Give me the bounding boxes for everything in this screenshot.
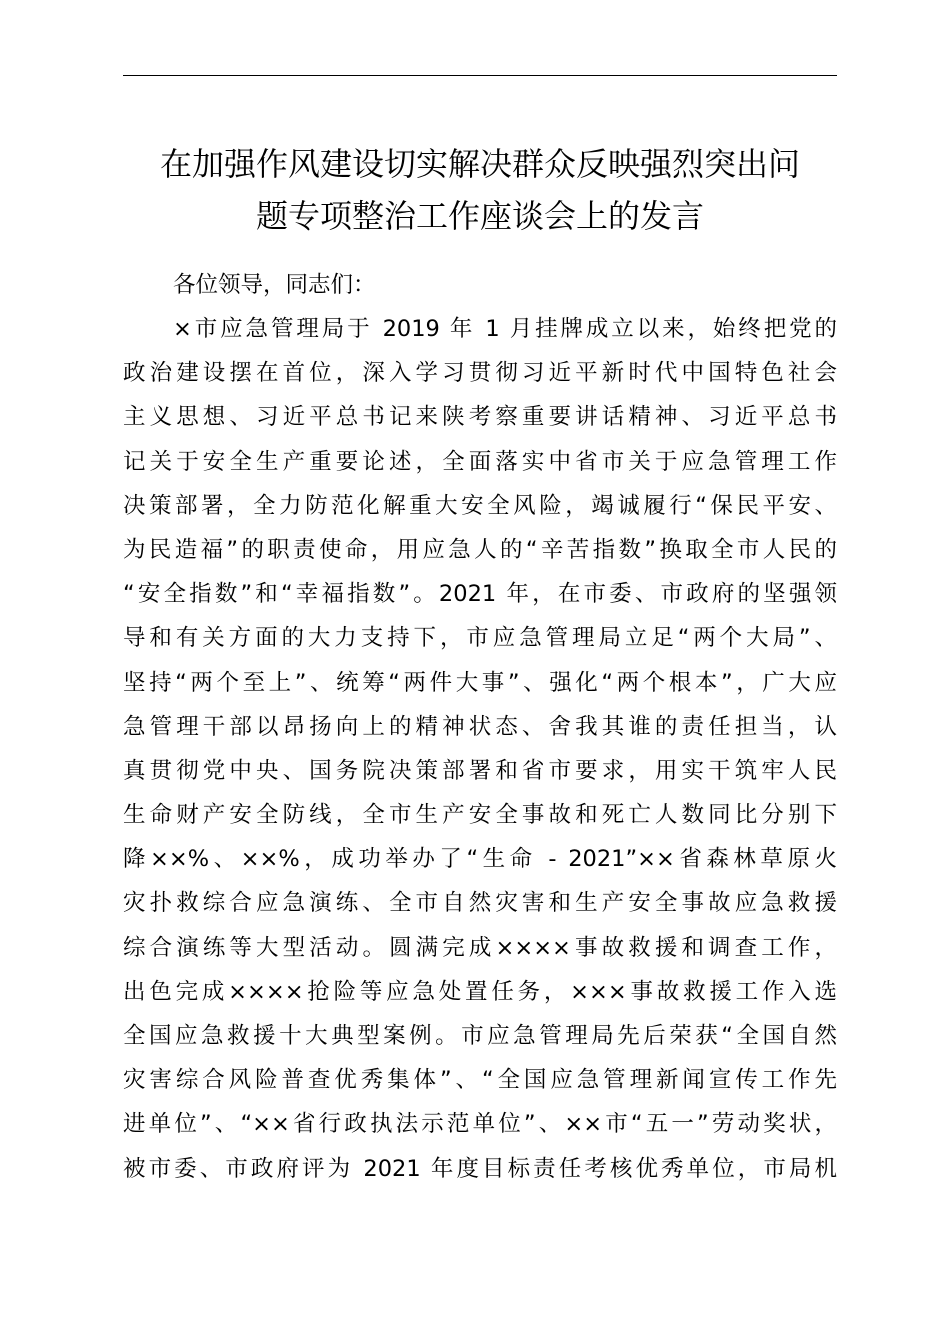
- paragraph-line: 灾害综合风险普查优秀集体”、“全国应急管理新闻宣传工作先: [123, 1067, 837, 1094]
- paragraph-line: 政治建设摆在首位，深入学习贯彻习近平新时代中国特色社会: [123, 360, 837, 387]
- paragraph-line: 进单位”、“××省行政执法示范单位”、××市“五一”劳动奖状，: [123, 1111, 837, 1138]
- paragraph-line: ×市应急管理局于 2019 年 1 月挂牌成立以来，始终把党的: [173, 316, 837, 342]
- paragraph-line: 降××%、××%，成功举办了“生命 - 2021”××省森林草原火: [123, 846, 837, 873]
- title-line-2: 题专项整治工作座谈会上的发言: [255, 197, 704, 235]
- paragraph-line: 坚持“两个至上”、统筹“两件大事”、强化“两个根本”，广大应: [123, 669, 837, 696]
- paragraph-line: 急管理干部以昂扬向上的精神状态、舍我其谁的责任担当，认: [123, 713, 837, 740]
- paragraph-line: 导和有关方面的大力支持下，市应急管理局立足“两个大局”、: [123, 625, 837, 652]
- paragraph-line: 综合演练等大型活动。圆满完成××××事故救援和调查工作，: [123, 934, 837, 961]
- paragraph-line: 为民造福”的职责使命，用应急人的“辛苦指数”换取全市人民的: [123, 536, 837, 563]
- paragraph-line: 主义思想、习近平总书记来陕考察重要讲话精神、习近平总书: [123, 404, 837, 431]
- paragraph-line: 被市委、市政府评为 2021 年度目标责任考核优秀单位，市局机: [123, 1155, 837, 1182]
- paragraph-line: “安全指数”和“幸福指数”。2021 年，在市委、市政府的坚强领: [123, 581, 837, 608]
- salutation: 各位领导，同志们：: [173, 272, 376, 298]
- paragraph-line: 决策部署，全力防范化解重大安全风险，竭诚履行“保民平安、: [123, 492, 837, 519]
- header-rule: [123, 75, 837, 76]
- paragraph-line: 真贯彻党中央、国务院决策部署和省市要求，用实干筑牢人民: [123, 757, 837, 784]
- paragraph-line: 灾扑救综合应急演练、全市自然灾害和生产安全事故应急救援: [123, 890, 837, 917]
- paragraph-line: 记关于安全生产重要论述，全面落实中省市关于应急管理工作: [123, 448, 837, 475]
- paragraph-line: 全国应急救援十大典型案例。市应急管理局先后荣获“全国自然: [123, 1023, 837, 1049]
- document-title: [123, 138, 837, 242]
- body-paragraph: [123, 307, 837, 1191]
- paragraph-line: 生命财产安全防线，全市生产安全事故和死亡人数同比分别下: [123, 802, 837, 829]
- paragraph-line: 出色完成××××抢险等应急处置任务，×××事故救援工作入选: [123, 978, 837, 1005]
- title-line-1: 在加强作风建设切实解决群众反映强烈突出问: [159, 145, 800, 183]
